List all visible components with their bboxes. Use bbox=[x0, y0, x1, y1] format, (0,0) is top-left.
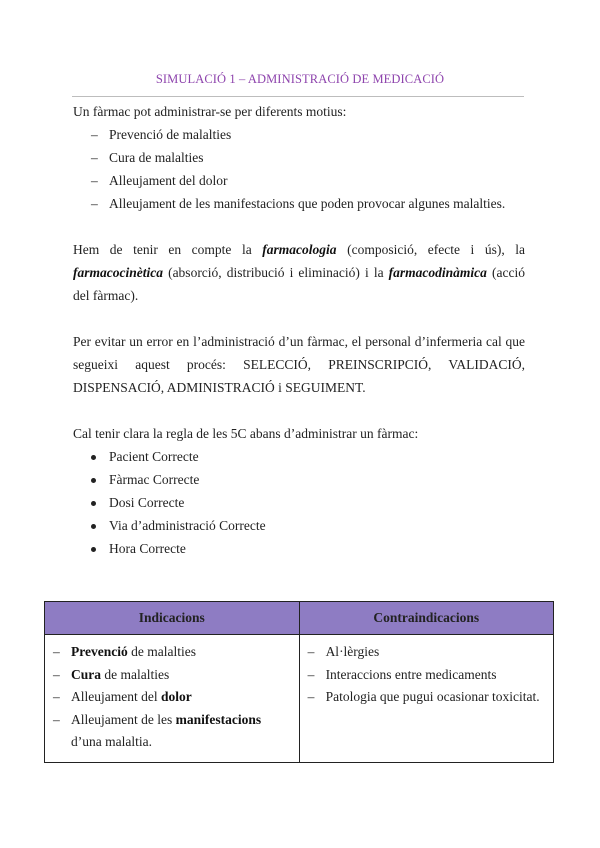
motius-list bbox=[73, 123, 525, 215]
header-indicacions: Indicacions bbox=[45, 602, 300, 635]
list-item: – Patologia que pugui ocasionar toxicitat. bbox=[308, 686, 545, 709]
term-farmacocinetica: farmacocinètica bbox=[73, 265, 163, 280]
list-item: – Alleujament de les manifestacions que poden provocar algunes malalties. bbox=[73, 192, 525, 215]
header-contraindicacions: Contraindicacions bbox=[299, 602, 553, 635]
list-item: – Cura de malalties bbox=[73, 146, 525, 169]
text-run: (acció del fàrmac). bbox=[73, 265, 525, 303]
pharmacology-paragraph bbox=[73, 238, 525, 307]
rule-5c-list bbox=[73, 445, 525, 560]
process-paragraph: Per evitar un error en l’administració d’un fàrmac, el personal d’infermeria cal que segueixi aquest procés: SELECCIÓ, PREINSCRIPCIÓ, VALIDACIÓ, DISPENSACIÓ, ADMINISTRACIÓ i SEGUIMENT. bbox=[73, 334, 525, 395]
list-item: – Prevenció de malalties bbox=[73, 123, 525, 146]
contraindicacions-cell bbox=[299, 635, 553, 763]
indications-table bbox=[44, 601, 554, 763]
list-item: – Cura de malalties bbox=[53, 664, 291, 687]
list-item: Dosi Correcte bbox=[73, 491, 525, 514]
text-run: (absorció, distribució i eliminació) i la bbox=[162, 265, 389, 280]
indicacions-cell bbox=[45, 635, 300, 763]
rule-5c-intro: Cal tenir clara la regla de les 5C abans d’administrar un fàrmac: bbox=[73, 426, 419, 441]
list-item: – Al·lèrgies bbox=[308, 641, 545, 664]
document-title: SIMULACIÓ 1 – ADMINISTRACIÓ DE MEDICACIÓ bbox=[155, 72, 445, 86]
intro-text: Un fàrmac pot administrar-se per diferents motius: bbox=[73, 104, 347, 119]
list-item: Fàrmac Correcte bbox=[73, 468, 525, 491]
list-item: – Interaccions entre medicaments bbox=[308, 664, 545, 687]
text-run: Hem de tenir en compte la bbox=[73, 242, 263, 257]
list-item: – Alleujament del dolor bbox=[53, 686, 291, 709]
list-item: – Prevenció de malalties bbox=[53, 641, 291, 664]
list-item: – Alleujament de les manifestacions d’una malaltia. bbox=[53, 709, 291, 754]
document-body bbox=[73, 100, 525, 560]
list-item: Pacient Correcte bbox=[73, 445, 525, 468]
list-item: Hora Correcte bbox=[73, 537, 525, 560]
term-farmacodinamica: farmacodinàmica bbox=[388, 265, 487, 280]
list-item: – Alleujament del dolor bbox=[73, 169, 525, 192]
term-farmacologia: farmacologia bbox=[262, 242, 337, 257]
title-underline bbox=[72, 96, 524, 97]
text-run: (composició, efecte i ús), la bbox=[336, 242, 525, 257]
list-item: Via d’administració Correcte bbox=[73, 514, 525, 537]
